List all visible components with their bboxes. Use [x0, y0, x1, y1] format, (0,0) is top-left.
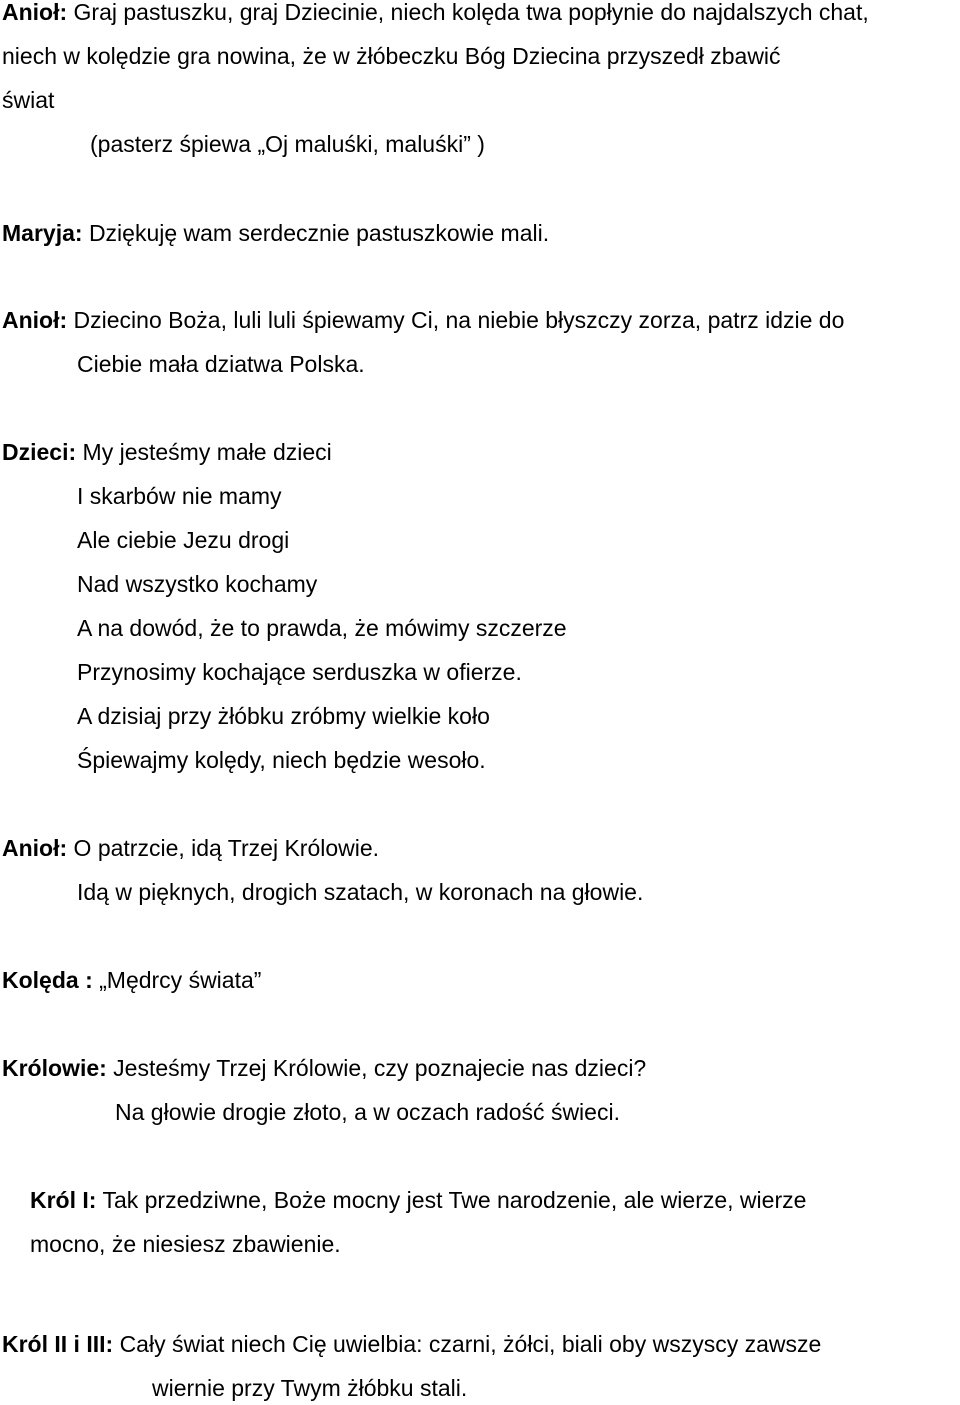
dialogue-line: [2, 1330, 821, 1358]
dialogue-text: O patrzcie, idą Trzej Królowie.: [73, 835, 380, 861]
verse-line: A na dowód, że to prawda, że mówimy szczerze: [77, 615, 567, 641]
speaker-label: Król I:: [30, 1187, 97, 1213]
dialogue-line: [2, 1054, 646, 1082]
verse-line: A dzisiaj przy żłóbku zróbmy wielkie koło: [77, 703, 490, 729]
speaker-label: Król II i III:: [2, 1331, 114, 1357]
dialogue-text: Tak przedziwne, Boże mocny jest Twe narodzenie, ale wierze, wierze: [102, 1187, 807, 1213]
stage-direction: (pasterz śpiewa „Oj maluśki, maluśki” ): [90, 131, 485, 157]
verse-line: Śpiewajmy kolędy, niech będzie wesoło.: [77, 747, 486, 773]
verse-line: Ale ciebie Jezu drogi: [77, 527, 290, 553]
speaker-label: Anioł:: [2, 835, 68, 861]
verse-line: Nad wszystko kochamy: [77, 571, 318, 597]
verse-line: I skarbów nie mamy: [77, 483, 282, 509]
dialogue-line: [2, 438, 332, 466]
speaker-label: Maryja:: [2, 220, 83, 246]
dialogue-text: Cały świat niech Cię uwielbia: czarni, żółci, biali oby wszyscy zawsze: [119, 1331, 822, 1357]
dialogue-line: [2, 219, 549, 247]
dialogue-line: [30, 1186, 806, 1214]
dialogue-line: Idą w pięknych, drogich szatach, w koronach na głowie.: [77, 879, 644, 905]
dialogue-line: Ciebie mała dziatwa Polska.: [77, 351, 365, 377]
song-line: [2, 966, 261, 994]
speaker-label: Anioł:: [2, 307, 68, 333]
dialogue-line: Na głowie drogie złoto, a w oczach radość świeci.: [115, 1099, 620, 1125]
dialogue-line: [2, 306, 844, 334]
dialogue-text: Dziecino Boża, luli luli śpiewamy Ci, na niebie błyszczy zorza, patrz idzie do: [73, 307, 845, 333]
dialogue-line: [2, 834, 379, 862]
verse-line: Przynosimy kochające serduszka w ofierze.: [77, 659, 522, 685]
dialogue-line: świat: [2, 87, 55, 113]
dialogue-text: Graj pastuszku, graj Dziecinie, niech kolęda twa popłynie do najdalszych chat,: [73, 0, 869, 25]
dialogue-line: niech w kolędzie gra nowina, że w żłóbeczku Bóg Dziecina przyszedł zbawić: [2, 43, 781, 69]
dialogue-line: mocno, że niesiesz zbawienie.: [30, 1231, 341, 1257]
speaker-label: Dzieci:: [2, 439, 77, 465]
speaker-label: Kolęda :: [2, 967, 93, 993]
speaker-label: Anioł:: [2, 0, 68, 25]
dialogue-line: [2, 0, 869, 26]
dialogue-text: My jesteśmy małe dzieci: [82, 439, 332, 465]
song-title: „Mędrcy świata”: [99, 967, 262, 993]
dialogue-text: Dziękuję wam serdecznie pastuszkowie mali.: [88, 220, 550, 246]
dialogue-text: Jesteśmy Trzej Królowie, czy poznajecie nas dzieci?: [113, 1055, 647, 1081]
speaker-label: Królowie:: [2, 1055, 107, 1081]
dialogue-line: wiernie przy Twym żłóbku stali.: [152, 1375, 468, 1401]
